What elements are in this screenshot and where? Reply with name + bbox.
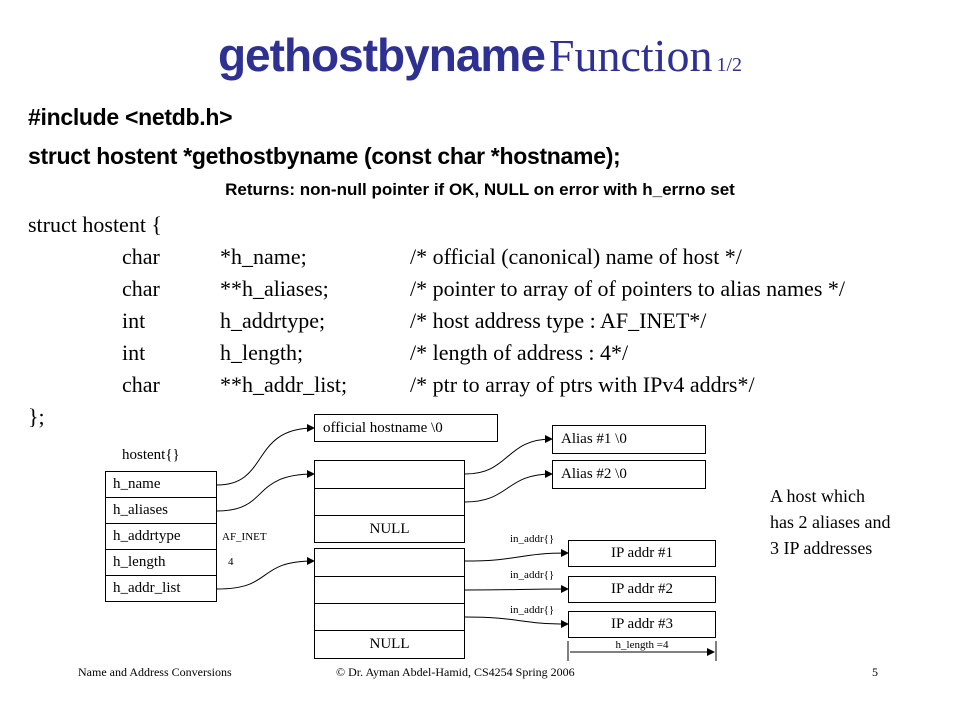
title-word: Function: [548, 30, 713, 81]
hostent-field-label: h_aliases: [113, 502, 168, 518]
field-comment: /* pointer to array of of pointers to alias names */: [410, 276, 845, 301]
field-type: int: [122, 308, 146, 333]
field-type: char: [122, 372, 160, 397]
include-line: #include <netdb.h>: [28, 104, 233, 130]
in-addr-label: in_addr{}: [510, 533, 555, 545]
hostent-field-label: h_addrtype: [113, 528, 181, 544]
field-name: **h_aliases;: [220, 276, 329, 301]
arrow-h-addr-list: [217, 561, 314, 589]
arrow-alias-2: [465, 474, 552, 502]
title-part: 1/2: [716, 54, 743, 76]
in-addr-label: in_addr{}: [510, 604, 555, 616]
arrow-h-aliases: [217, 474, 314, 511]
arrow-ip-1: [465, 553, 568, 561]
hostent-field-label: h_length: [113, 554, 166, 570]
footer-left: Name and Address Conversions: [78, 665, 232, 679]
alias-label: Alias #1 \0: [561, 431, 627, 447]
field-comment: /* length of address : 4*/: [410, 340, 629, 365]
footer-center: © Dr. Ayman Abdel-Hamid, CS4254 Spring 2006: [336, 665, 575, 679]
hostent-label: hostent{}: [122, 447, 180, 463]
field-name: h_addrtype;: [220, 308, 326, 333]
null-label: NULL: [369, 521, 410, 537]
arrow-h-name: [217, 428, 314, 485]
page-number: 5: [872, 665, 878, 679]
alias-label: Alias #2 \0: [561, 466, 627, 482]
struct-open: struct hostent {: [28, 212, 162, 237]
h-length-label: h_length =4: [615, 639, 669, 651]
field-name: **h_addr_list;: [220, 372, 348, 397]
note-line: A host which: [770, 486, 866, 506]
length-value: 4: [228, 556, 234, 568]
hostent-field-label: h_name: [113, 476, 161, 492]
hostent-field-label: h_addr_list: [113, 580, 181, 596]
null-label: NULL: [369, 636, 410, 652]
arrow-alias-1: [465, 439, 552, 474]
field-type: char: [122, 276, 160, 301]
in-addr-label: in_addr{}: [510, 569, 555, 581]
ip-addr-label: IP addr #3: [611, 616, 673, 632]
field-comment: /* host address type : AF_INET*/: [410, 308, 707, 333]
struct-close: };: [28, 404, 45, 429]
field-comment: /* ptr to array of ptrs with IPv4 addrs*/: [410, 372, 755, 397]
note-line: has 2 aliases and: [770, 512, 891, 532]
field-name: h_length;: [220, 340, 304, 365]
field-type: int: [122, 340, 146, 365]
field-type: char: [122, 244, 160, 269]
note-line: 3 IP addresses: [770, 538, 873, 558]
signature-line: struct hostent *gethostbyname (const char *hostname);: [28, 143, 621, 169]
ip-addr-label: IP addr #1: [611, 545, 673, 561]
field-comment: /* official (canonical) name of host */: [410, 244, 742, 269]
official-hostname-label: official hostname \0: [323, 420, 443, 436]
returns-line: Returns: non-null pointer if OK, NULL on error with h_errno set: [225, 180, 735, 199]
field-name: *h_name;: [220, 244, 307, 269]
title-function-name: gethostbyname: [217, 29, 545, 81]
arrow-ip-2: [465, 589, 568, 590]
addrtype-value: AF_INET: [222, 531, 267, 543]
arrow-ip-3: [465, 617, 568, 624]
ip-addr-label: IP addr #2: [611, 581, 673, 597]
